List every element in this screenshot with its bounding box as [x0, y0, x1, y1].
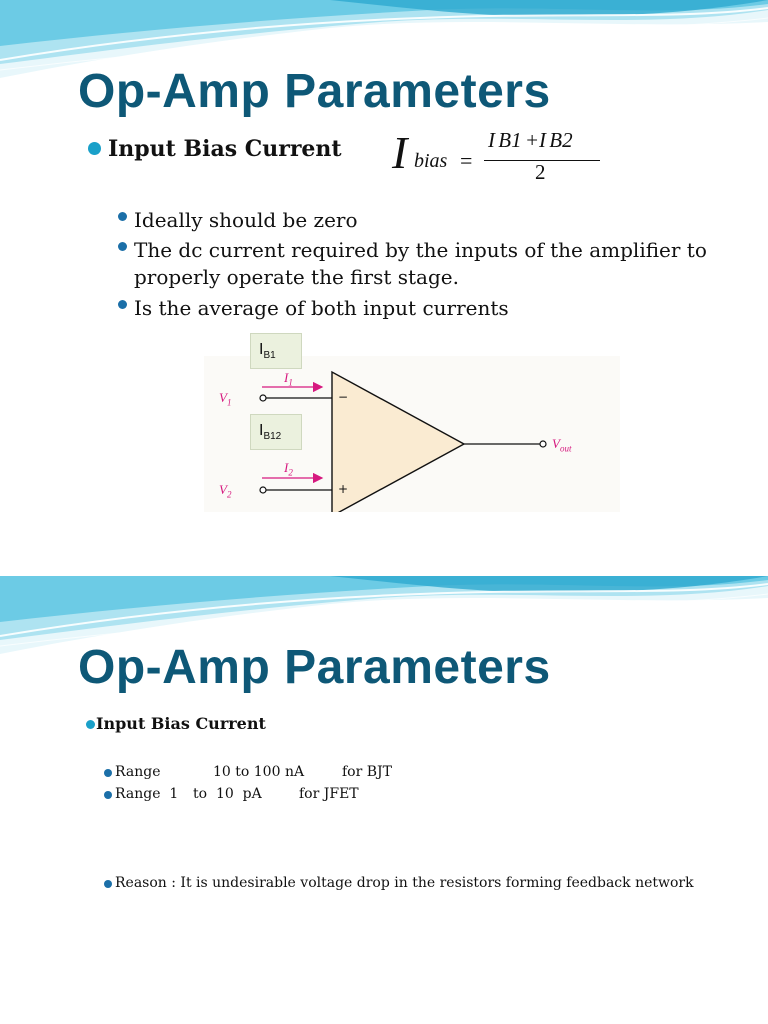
- sub-bullet-icon: [118, 242, 127, 251]
- bullet-text: The dc current required by the inputs of the amplifier to: [134, 238, 707, 262]
- v1-label: $V_1$: [219, 390, 232, 408]
- slide-gap: [0, 512, 768, 576]
- range-label: Range 1: [115, 786, 179, 802]
- v2-label: $V_2$: [219, 482, 232, 500]
- range-value: 10 to 100 nA: [213, 764, 305, 780]
- sub-bullet-icon: [104, 880, 112, 888]
- inverting-sign: −: [338, 390, 349, 404]
- bullet-text: Is the average of both input currents: [134, 296, 509, 320]
- i1-label: $I_1$: [284, 370, 293, 388]
- range-label: Range: [115, 764, 161, 780]
- ib1-label-box: $I_{B1}$: [250, 333, 302, 369]
- slide-title: Op-Amp Parameters: [78, 65, 551, 118]
- slide-title: Op-Amp Parameters: [78, 641, 551, 694]
- sub-bullet-icon: [118, 300, 127, 309]
- bullet-icon: [86, 720, 95, 729]
- sub-bullet-icon: [118, 212, 127, 221]
- section-heading: Input Bias Current: [108, 136, 342, 162]
- vout-label: $V_{out}$: [552, 436, 572, 454]
- reason-text: Reason : It is undesirable voltage drop in the resistors forming feedback network: [115, 875, 694, 891]
- formula-equals: =: [460, 148, 473, 173]
- formula-numerator: I B1 +I B2: [488, 128, 573, 152]
- sub-bullet-icon: [104, 769, 112, 777]
- bullet-text: Ideally should be zero: [134, 208, 358, 232]
- range-value: to 10 pA: [193, 786, 262, 802]
- section-heading: Input Bias Current: [96, 714, 266, 733]
- range-device: for JFET: [299, 786, 359, 802]
- bullet-text: properly operate the first stage.: [134, 265, 459, 289]
- formula-lhs: I: [392, 127, 408, 178]
- sub-bullet-icon: [104, 791, 112, 799]
- bullet-icon: [88, 142, 101, 155]
- slide-2: [0, 576, 768, 1024]
- range-device: for BJT: [342, 764, 392, 780]
- formula-denominator: 2: [535, 160, 546, 184]
- i2-label: $I_2$: [284, 460, 293, 478]
- formula-lhs-sub: bias: [414, 150, 448, 172]
- ib12-label-box: $I_{B12}$: [250, 414, 302, 450]
- noninverting-sign: +: [338, 482, 349, 496]
